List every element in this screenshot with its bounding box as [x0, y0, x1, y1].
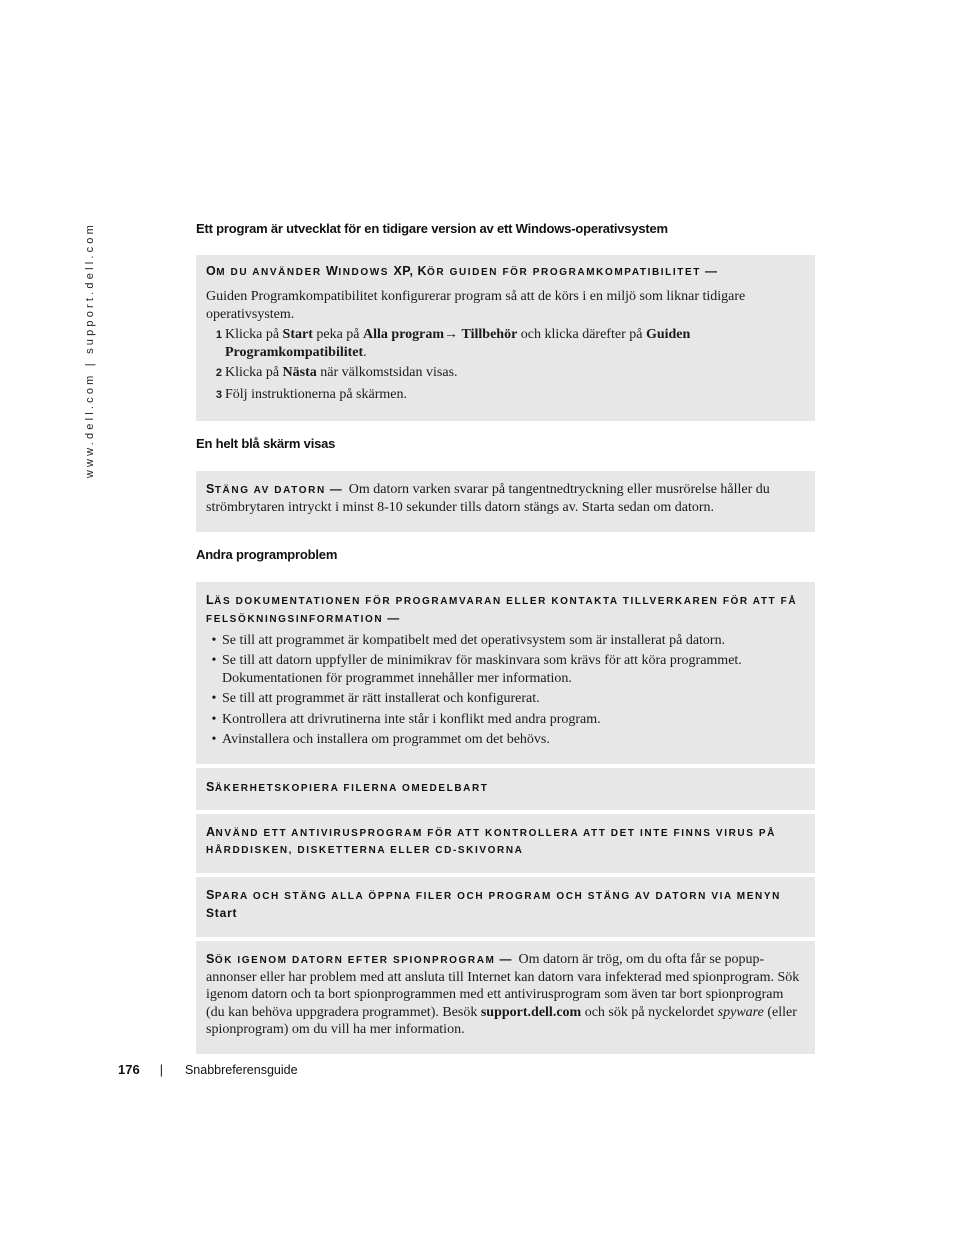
tip-box-antivirus — [196, 814, 815, 873]
page-footer — [118, 1062, 298, 1077]
keyword-text: spyware — [717, 1004, 764, 1020]
section-title-blue-screen: En helt blå skärm visas — [196, 436, 336, 451]
footer-title: Snabbreferensguide — [184, 1062, 298, 1077]
tip-box-save-and-shutdown — [196, 877, 815, 937]
tip-box-backup — [196, 768, 815, 810]
list-item: 2 Klicka på Nästa när välkomstsidan visas. — [215, 365, 458, 380]
list-item: • Se till att programmet är kompatibelt med det operativsystem som är installerat på datorn. — [211, 632, 726, 648]
tip-box-text: Om datorn varken svarar på tangentnedtryckning eller musrörelse håller du strömbrytaren intryckt i minst 8-10 sekunder tills datorn stängs av. Starta sedan om datorn. — [206, 482, 770, 515]
section-title-older-windows: Ett program är utvecklat för en tidigare version av ett Windows-operativsystem — [196, 221, 668, 236]
tip-box-compatibility-wizard — [196, 255, 815, 421]
tip-box-title: SPARA OCH STÄNG ALLA ÖPPNA FILER OCH PROGRAM OCH STÄNG AV DATORN VIA MENYN Start — [206, 887, 781, 920]
list-item: 3 Följ instruktionerna på skärmen. — [215, 386, 407, 402]
section-title-other-problems: Andra programproblem — [196, 546, 338, 562]
main-content — [196, 219, 815, 1054]
tip-box-title: SÖK IGENOM DATORN EFTER SPIONPROGRAM — — [206, 951, 512, 966]
tip-box-title: LÄS DOKUMENTATIONEN FÖR PROGRAMVARAN ELLER KONTAKTA TILLVERKAREN FÖR ATT FÅ FELSÖKNINGSINFORMATION — — [206, 592, 798, 625]
list-item: 1 Klicka på Start peka på Alla program→ Tillbehör och klicka därefter på Guiden Programkompatibilitet. — [215, 327, 691, 360]
sidebar-url: www.dell.com | support.dell.com — [84, 222, 96, 479]
tip-box-title: ANVÄND ETT ANTIVIRUSPROGRAM FÖR ATT KONTROLLERA ATT DET INTE FINNS VIRUS PÅ HÅRDDISKEN, DISKETTERNA ELLER CD-SKIVORNA — [206, 824, 776, 856]
tip-box-title: OM DU ANVÄNDER WINDOWS XP, KÖR GUIDEN FÖR PROGRAMKOMPATIBILITET — — [206, 264, 717, 278]
tip-box-intro: Guiden Programkompatibilitet konfigurerar program så att de körs i en miljö som liknar tidigare operativsystem. — [206, 289, 746, 322]
tip-box-spyware: SÖK IGENOM DATORN EFTER SPIONPROGRAM — Om datorn är trög, om du ofta får se popup-annonser eller har problem med att ansluta till Internet kan datorn vara infekterad med spionprogram. Sök igenom datorn och ta bort spionprogrammen med ett antivirusprogram som även tar bort spionprogram (du kan behöva uppgradera programmet). Besök support.dell.com och sök på nyckelordet spyware (eller spionprogram) om du vill ha mer information. — [196, 941, 815, 1054]
support-link[interactable]: support.dell.com — [480, 1004, 582, 1020]
footer-separator: | — [159, 1062, 163, 1077]
list-item: • Se till att datorn uppfyller de minimikrav för maskinvara som krävs för att köra programmet. Dokumentationen för programmet innehåller mer information. — [211, 653, 742, 686]
bullet-list — [206, 632, 805, 749]
list-item: • Kontrollera att drivrutinerna inte står i konflikt med andra program. — [211, 711, 601, 727]
tip-box-title: STÄNG AV DATORN — — [206, 482, 342, 496]
tip-box-turn-off — [196, 471, 815, 532]
tip-box-title: SÄKERHETSKOPIERA FILERNA OMEDELBART — [206, 779, 489, 794]
steps-list — [206, 326, 805, 404]
tip-box-read-documentation — [196, 582, 815, 764]
list-item: • Avinstallera och installera om programmet om det behövs. — [211, 732, 550, 747]
list-item: • Se till att programmet är rätt installerat och konfigurerat. — [211, 691, 540, 706]
page-number: 176 — [118, 1062, 140, 1077]
